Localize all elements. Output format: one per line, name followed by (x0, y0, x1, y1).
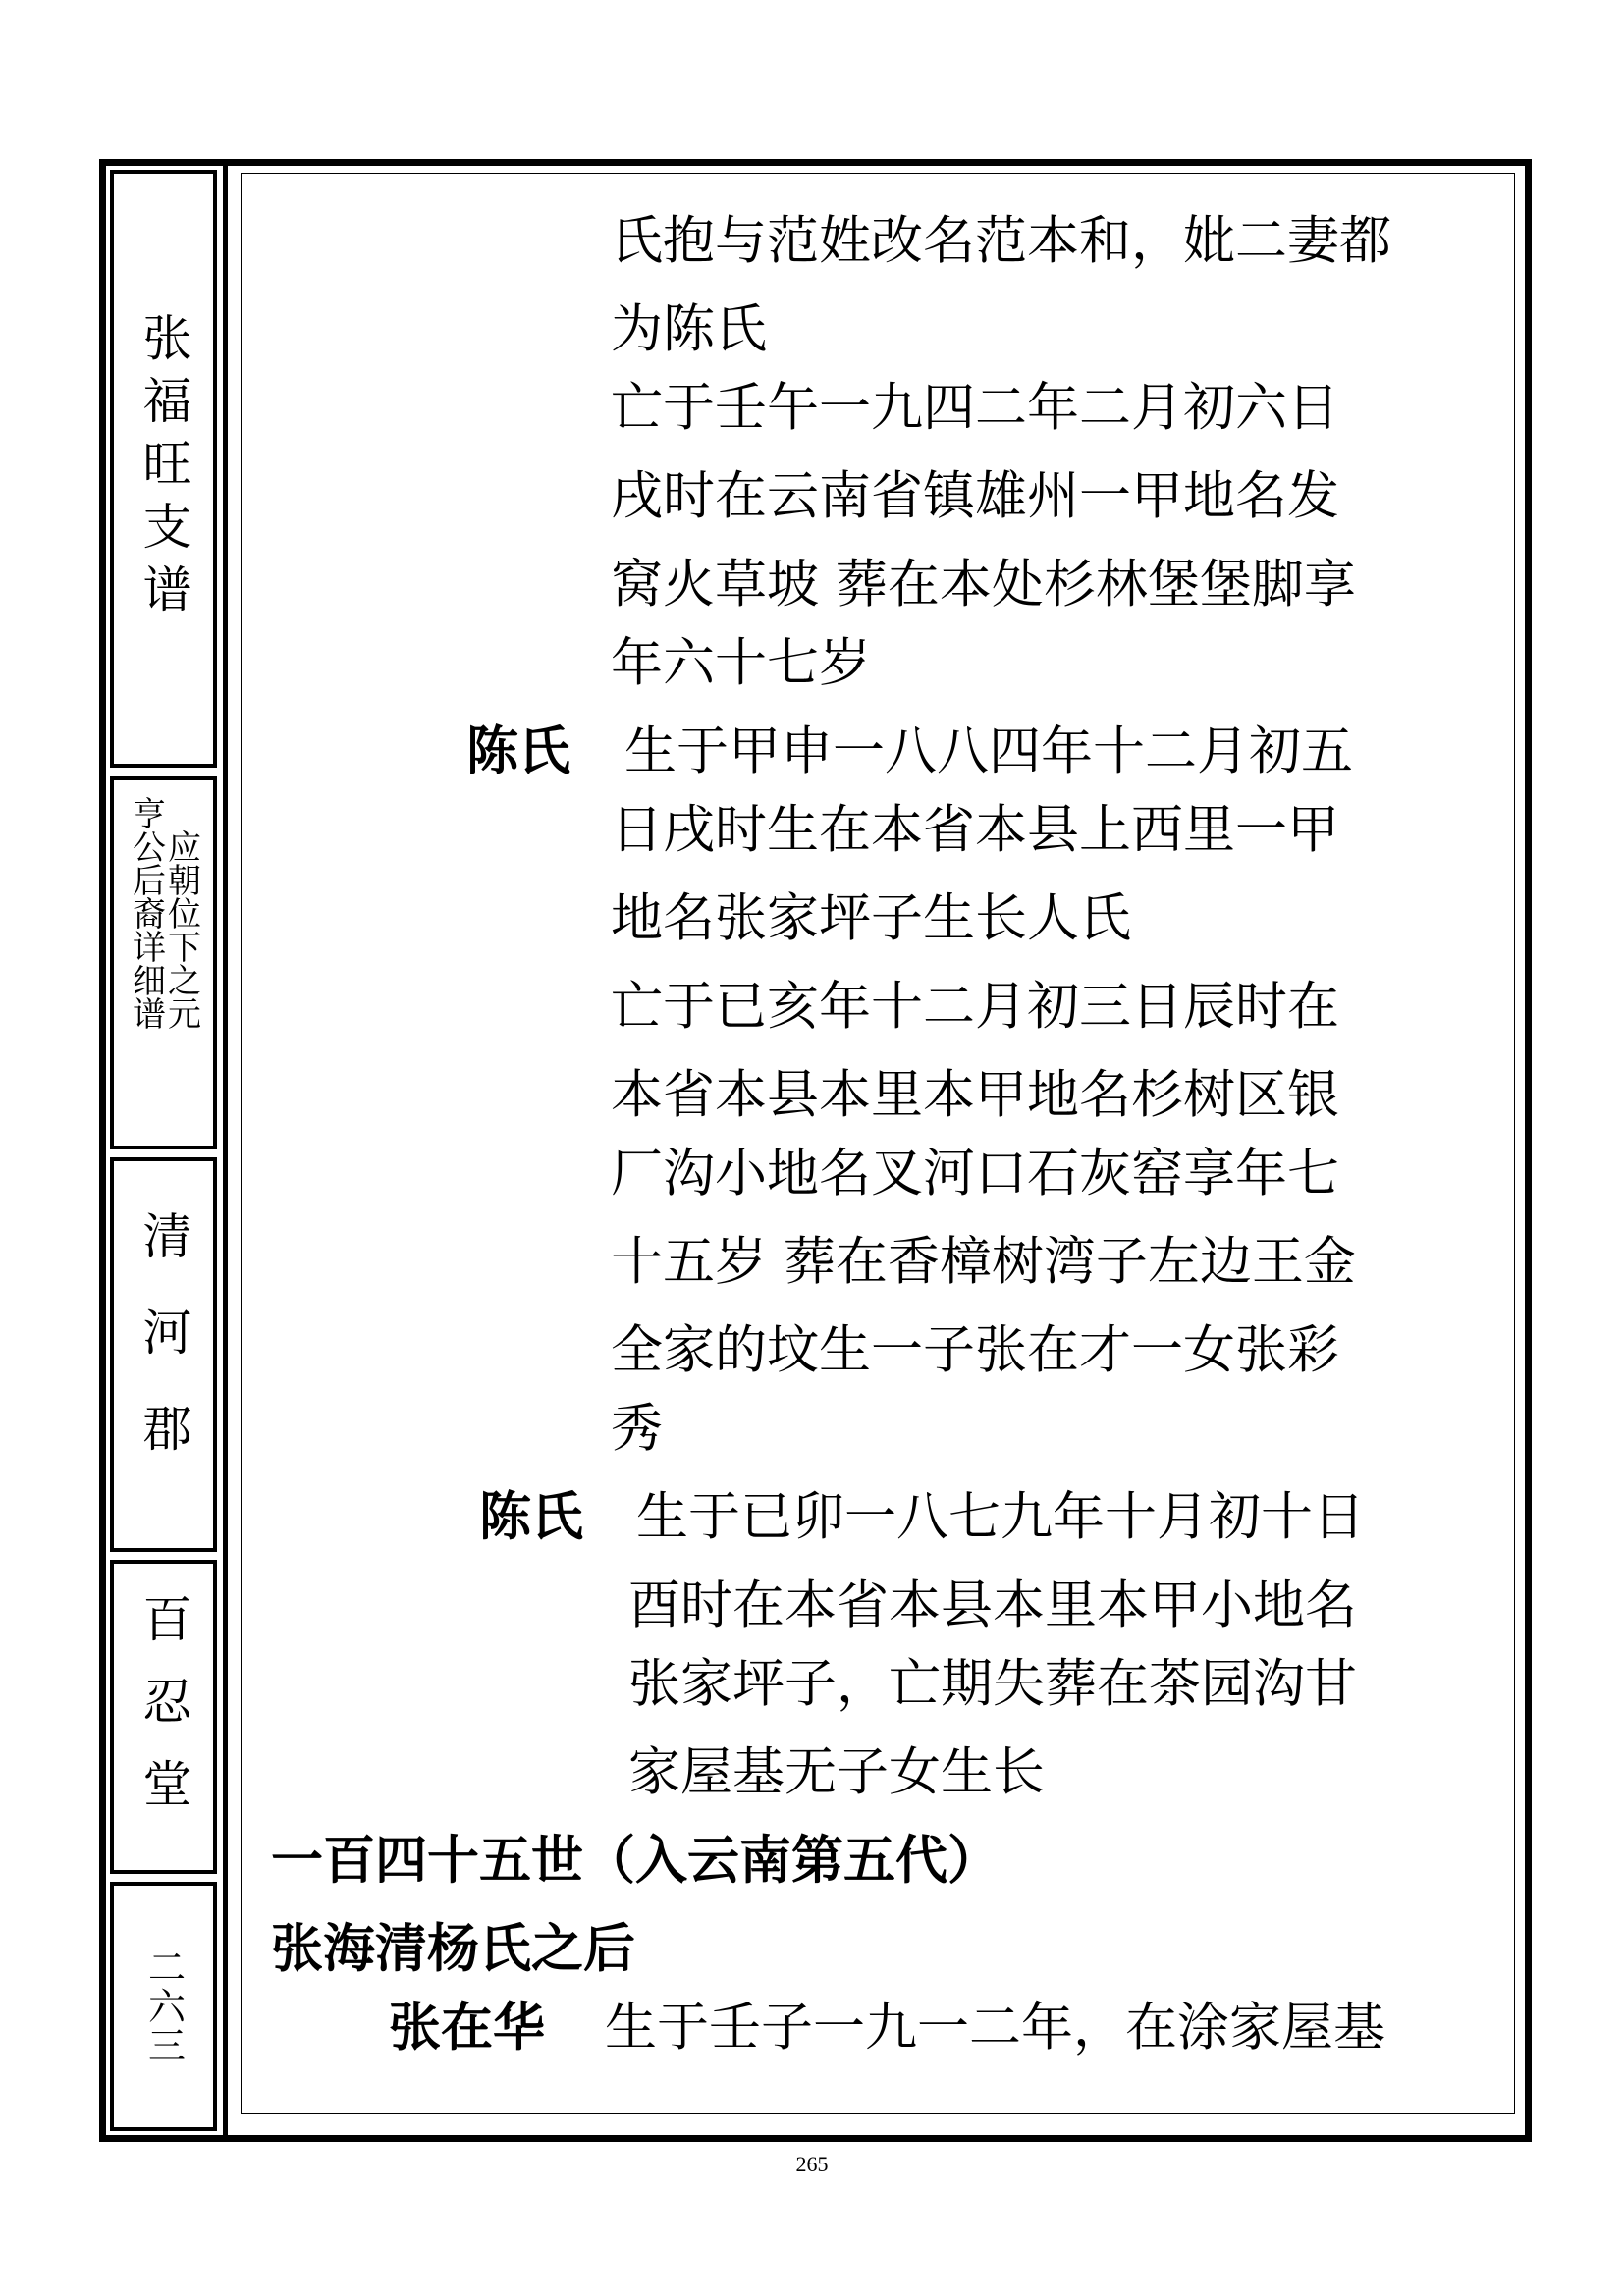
entry-line: 生于已卯一八七九年十月初十日 (636, 1487, 1365, 1547)
entry-line: 酉时在本省本县本里本甲小地名 (628, 1575, 1357, 1635)
entry-line: 张家坪子，亡期失葬在茶园沟甘 (628, 1654, 1357, 1714)
entry-line: 日戌时生在本省本县上西里一甲 (611, 800, 1339, 860)
sidebar-commandery-cell (110, 1157, 217, 1552)
sidebar-title-cell (110, 170, 217, 768)
entry-line: 地名张家坪子生长人氏 (611, 888, 1131, 948)
entry-line: 生于甲申一八八四年十二月初五 (624, 721, 1353, 781)
entry-line: 亡于已亥年十二月初三日辰时在 (611, 977, 1339, 1037)
sidebar-page-number-cell (110, 1882, 217, 2131)
chinese-page-number: 二六三 (141, 1948, 186, 2065)
entry-line: 厂沟小地名叉河口石灰窑享年七 (611, 1144, 1339, 1203)
person-name: 陈氏 (479, 1487, 583, 1547)
intro-line: 氏抱与范姓改名范本和，妣二妻都 (611, 211, 1391, 271)
entry-line: 家屋基无子女生长 (628, 1742, 1045, 1802)
person-name: 陈氏 (466, 721, 570, 781)
entry-line: 生于壬子一九一二年，在涂家屋基 (605, 1998, 1385, 2057)
intro-line: 窝火草坡 葬在本处杉林堡堡脚享 (611, 555, 1356, 614)
intro-line: 为陈氏 (611, 299, 767, 359)
entry-line: 十五岁 葬在香樟树湾子左边王金 (611, 1232, 1356, 1292)
entry-line: 全家的坟生一子张在才一女张彩 (611, 1320, 1339, 1380)
entry-line: 本省本县本里本甲地名杉树区银 (611, 1065, 1339, 1125)
subtitle-right-column: 应朝位下之元 (161, 829, 201, 1030)
person-name: 张在华 (389, 1998, 545, 2057)
generation-heading: 一百四十五世（入云南第五代） (271, 1831, 1000, 1891)
entry-line: 秀 (611, 1399, 663, 1459)
subtitle-left-column: 亨公后裔详细谱 (126, 796, 166, 1030)
sidebar-hall-cell (110, 1560, 217, 1874)
sidebar-subtitle-cell (110, 776, 217, 1149)
commandery-name: 清河郡 (135, 1210, 192, 1499)
genealogy-title: 张福旺支谱 (135, 311, 192, 626)
page-number: 265 (795, 2152, 829, 2176)
hall-name: 百忍堂 (135, 1593, 192, 1841)
intro-line: 戌时在云南省镇雄州一甲地名发 (611, 466, 1339, 526)
intro-line: 年六十七岁 (611, 633, 871, 693)
branch-heading: 张海清杨氏之后 (271, 1919, 635, 1979)
sidebar (106, 166, 221, 2135)
intro-line: 亡于壬午一九四二年二月初六日 (611, 378, 1339, 438)
